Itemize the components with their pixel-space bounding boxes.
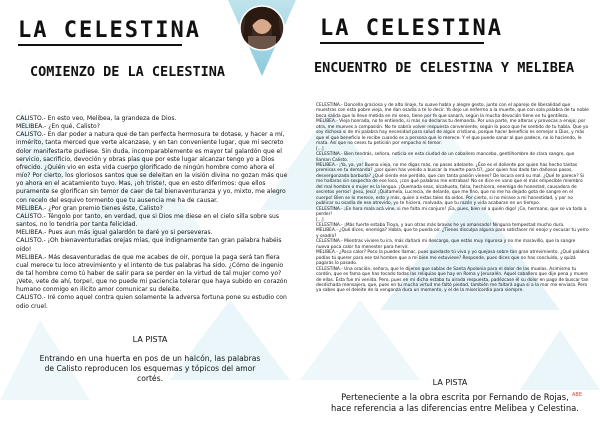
dialogue-line: CALISTO.- Iré como aquel contra quien solamente la adversa fortuna pone su estudio con odio cruel. (16, 294, 287, 310)
dialogue-line: [...] (316, 146, 324, 152)
dialogue-line: [...] (316, 217, 324, 223)
dialogue-line: CELESTINA.- ¡Más fuerte estaba Troya, y aun otras más bravas he yo amansado! Ninguna tempestad mucho dura. (316, 222, 565, 228)
dialogue-line: CELESTINA.- Bien tendrás, señora, noticia en esta ciudad de un caballero mancebo, gentilhombre de clara sangre, que llaman Calisto. (316, 152, 575, 163)
dialogue-line: CELESTINA.- Mientras viviere tu ira, más dañará mi descargo, que estás muy rigurosa y no me maravillo, que la sangre nueva poca calor ha menester para hervir. (316, 239, 576, 250)
pista-heading: LA PISTA (132, 335, 168, 344)
dialogue-line: CELESTINA.- Una oración, señora, que le dijeron que sabías de Santa Apolonia para el dolor de las muelas. Asimismo tu cordón, que es fama que has tocado todas las reliquias que hay en Roma y Jerusalén. Aquel caballero que dije pena y muere de ellas. Ésta fue mi venida. Pero, pues en mi dicha estaba tu airada respuesta, padézcase él su dolor en pago de buscar tan desdichada mensajera, que, pues en tu mucha virtud me faltó piedad, también me faltará agua si a la mar me enviara. Pero ya sabes que el deleite de la venganza dura un momento, y el de la misericordia para siempre. (316, 266, 589, 294)
page-title: LA CELESTINA (320, 16, 503, 41)
dialogue-line: MELIBEA.- ¿Poca calor? Poco la puedes llamar, pues quedaste tú viva y yo quejosa sobre tan gran atrevimiento. ¿Qué palabra podías tú querer para ese tal hombre que a mí bien me estuviese? Responde, pues dices que no has concluido, y quizá pagarás lo pasado. (316, 250, 590, 267)
pista-heading: LA PISTA (432, 378, 468, 387)
pista-text: Perteneciente a la obra escrita por Fernando de Rojas, hace referencia a las diferencias entre Melibea y Celestina. (331, 392, 579, 413)
dialogue-line: MELIBEA.- Vieja honrada, no te entiendo, si más no declaras tu demanda. Por una parte, me alteras y provocas a enojo; por otra, me mueves a compasión. No te sabría volver respuesta conveniente, según lo poco que he sentido de tu habla. Que yo soy dichosa si de mi palabra hay necesidad para salud de algún cristiano, porque hacer beneficio es semejar a Dios, y más que el que beneficio le recibe cuando es a persona que lo merece. Y el que puede sanar al que padece, no lo haciendo, le mata. Así que no ceses tu petición por empacho ni temor. (316, 119, 589, 147)
dialogue-line: MELIBEA.- ¿Qué dices, enemiga? Habla, que te pueda oír. ¿Tienes disculpa alguna para satisfacer mi enojo y excusar tu yerro y osadía? (316, 228, 589, 239)
dialogue-line: CALISTO.- ¡Oh bienaventuradas orejas mías, que indignamente tan gran palabra habéis oído! (16, 237, 282, 253)
dialogue-line: MELIBEA.- Más desaventuradas de que me acabes de oír, porque la paga será tan fiera cual merece tu loco atrevimiento y el intento de tus palabras ha sido. ¿Cómo de ingenio de tal hombre como tú haber de salir para se perder en la virtud de tal mujer como yo? ¡Vete, vete de ahí, torpe!, que no puede mi paciencia tolerar que haya subido en corazón humano conmigo en ilícito amor comunicar su deleite. (16, 253, 288, 294)
dialogue-line: CELESTINA.- Doncella graciosa y de alto linaje, tu suave habla y alegre gesto, junto con el aparejo de liberalidad que muestras con esta pobre vieja, me dan osadía a te lo decir. Yo dejo un enfermo a la muerte, que con sola palabra de tu noble boca salida que lo lleve metida en mi seno, tiene por fe que sanará, según la mucha devoción tiene en tu gentileza. (316, 103, 589, 119)
dialogue-line: CALISTO.- En dar poder a natura que de tan perfecta hermosura te dotase, y hacer a mí, inmérito, tanta merced que verte alcanzase, y en tan conveniente lugar, que mi secreto dolor manifestarte pudiese. Sin duda, incomparablemente es mayor tal galardón que el servicio, sacrificio, devoción y obras pías que por este lugar alcanzar tengo yo a Dios ofrecido. ¿Quién vio en esta vida cuerpo glorificado de ningún hombre como ahora el mío? Por cierto, los gloriosos santos que se deleitan en la visión divina no gozan más que yo ahora en el acatamiento tuyo. Mas, ¡oh triste!, que en esto diferimos: que ellos puramente se glorifican sin temor de caer de tal bienaventuranza y yo, mixto, me alegro con recelo del esquivo tormento que tu ausencia me ha de causar. (16, 131, 288, 204)
page-title: LA CELESTINA (18, 18, 201, 43)
dialogue-line: CALISTO.- En esto veo, Melibea, la grandeza de Dios. (16, 115, 177, 122)
dialogue-text (316, 103, 590, 294)
dialogue-line: MELIBEA.- ¿En qué, Calisto? (16, 123, 100, 131)
section-subtitle: COMIENZO DE LA CELESTINA (30, 64, 226, 80)
pista-text: Entrando en una huerta en pos de un halcón, las palabras de Calisto reproducen los esquemas y tópicos del amor cortés. (39, 354, 261, 383)
page-number: ABE (572, 392, 583, 398)
dialogue-line: MELIBEA.- Pues aun más igual galardón te daré yo si perseveras. (16, 229, 213, 237)
dialogue-text (16, 115, 288, 311)
dialogue-line: MELIBEA.- ¿Por gran premio tienes éste, Calisto? (16, 204, 163, 212)
section-subtitle: ENCUENTRO DE CELESTINA Y MELIBEA (314, 60, 575, 76)
dialogue-line: CELESTINA.- ¡En hora mala acá vine, si me falta mi conjuro! ¡Ea, pues, bien sé a quién digo! ¡Ce, hermano, que se va todo a perder! (316, 206, 587, 218)
dialogue-line: MELIBEA.- ¡Ya, ya, ya! Buena vieja, no me digas más, no pases adelante. ¿Ése es el doliente por quien has hecho tantas premisas en tu demanda? ¿por quien has venido a buscar la muerte para ti?, ¿por quien has dado tan dañosos pasos, desvergonzada barbuda? ¿Qué siente ese perdido, que con tanta pasión vienes? De locura será su mal. ¿Qué te parece? Si me hallaras sin sospecha de ese loco, ¡con qué palabras me entrabas! No se dice en vano que el más empecible miembro del mal hombre o mujer es la lengua. ¡Quemada seas, alcahueta, falsa, hechicera, enemiga de honestad, causadora de secretos yerros! ¡Jesú, Jesú! ¡Quítamela, Lucrecia, de delante, que me fino, que no me ha dejado gota de sangre en el cuerpo! Bien se lo merece, esto y más, quien a estas tales da oídos. Por cierto, si no mirase a mi honestidad, y por no publicar su osadía de ese atrevido, yo te hiciera, malvada, que tu razón y vida acabaran en un tiempo. (316, 162, 584, 207)
right-page (300, 0, 600, 424)
dialogue-line: CALISTO.- Téngolo por tanto, en verdad, que si Dios me diese en el cielo silla sobre sus santos, no lo tendría por tanta felicidad. (16, 212, 279, 229)
